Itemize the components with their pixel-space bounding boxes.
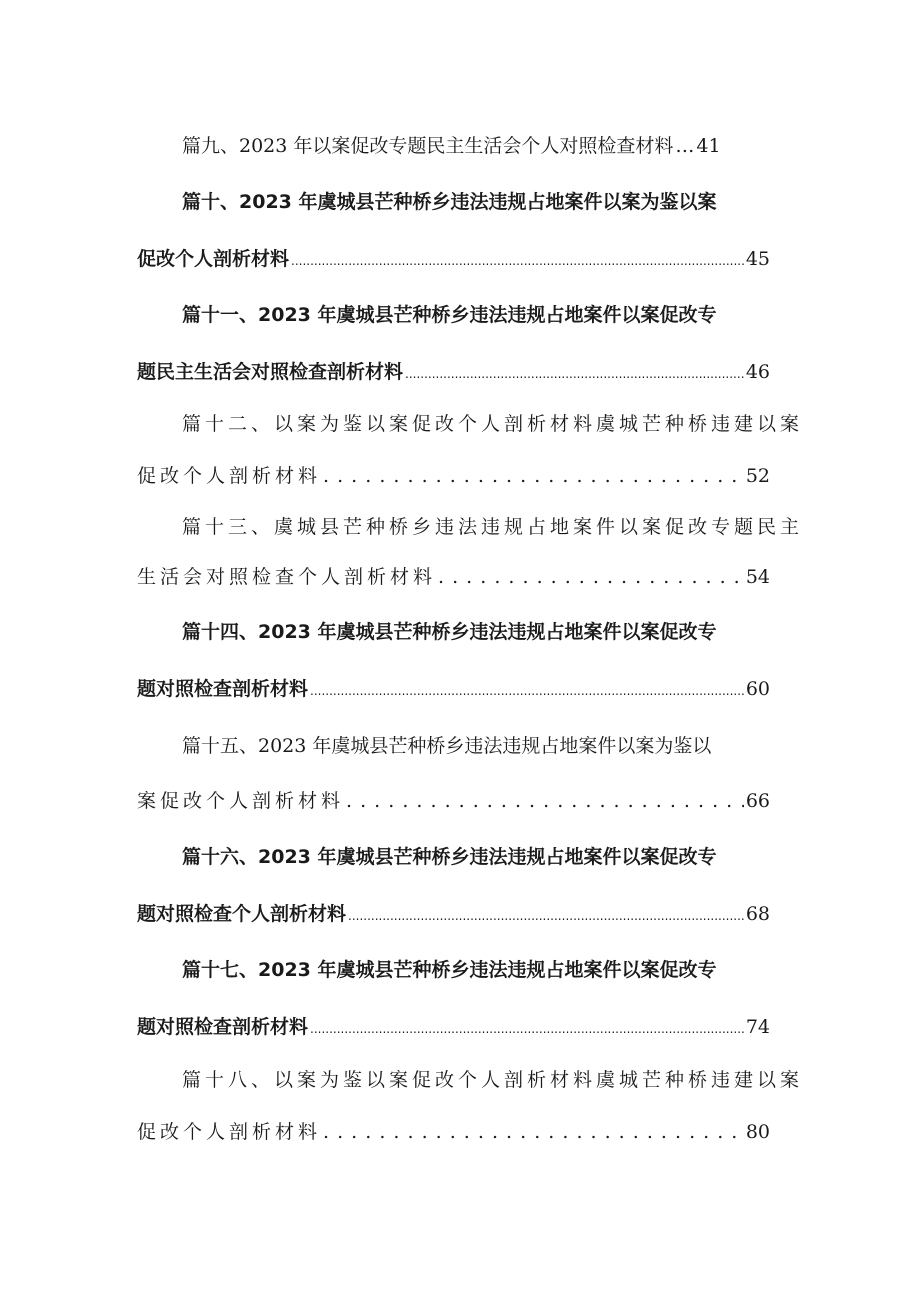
toc-entry-11-page: 46 [745,361,770,383]
toc-entry-13-page: 54 [745,566,770,588]
toc-entry-16-title-cont: 题对照检查个人剖析材料 [137,903,347,925]
toc-entry-14-line2[interactable] [137,674,770,704]
toc-entry-13-line2[interactable] [137,562,770,592]
toc-entry-10-line2[interactable] [137,244,770,274]
toc-entry-11-line1[interactable]: 篇十一、2023 年虞城县芒种桥乡违法违规占地案件以案促改专 [182,304,717,326]
toc-entry-14-page: 60 [745,678,770,700]
toc-entry-11-leader [405,357,744,389]
toc-entry-16-line2[interactable] [137,899,770,929]
toc-entry-10-page: 45 [745,248,770,270]
toc-entry-17-line1[interactable]: 篇十七、2023 年虞城县芒种桥乡违法违规占地案件以案促改专 [182,959,717,981]
toc-entry-9-leader: … [675,135,695,157]
toc-entry-18-leader [323,1117,744,1147]
toc-entry-10-line1[interactable]: 篇十、2023 年虞城县芒种桥乡违法违规占地案件以案为鉴以案 [182,191,717,213]
toc-entry-13-leader [438,562,744,592]
toc-entry-12-page: 52 [745,465,770,487]
toc-entry-15-title-cont: 案促改个人剖析材料 [137,790,345,812]
toc-entry-14-title-cont: 题对照检查剖析材料 [137,678,309,700]
toc-entry-18-title-cont: 促改个人剖析材料 [137,1121,322,1143]
toc-entry-17-line2[interactable] [137,1012,770,1042]
toc-entry-16-leader [348,899,744,931]
toc-entry-17-leader [310,1012,744,1044]
toc-entry-12-line1[interactable]: 篇十二、以案为鉴以案促改个人剖析材料虞城芒种桥违建以案 [182,413,804,435]
toc-entry-18-page: 80 [745,1121,770,1143]
toc-entry-10-leader [291,244,744,276]
toc-entry-15-page: 66 [745,790,770,812]
toc-entry-18-line1[interactable]: 篇十八、以案为鉴以案促改个人剖析材料虞城芒种桥违建以案 [182,1069,804,1091]
toc-entry-9[interactable] [137,131,770,161]
toc-entry-10-title-cont: 促改个人剖析材料 [137,248,290,270]
toc-entry-17-page: 74 [745,1016,770,1038]
toc-entry-14-leader [310,674,744,706]
toc-entry-13-line1[interactable]: 篇十三、虞城县芒种桥乡违法违规占地案件以案促改专题民主 [182,516,804,538]
toc-entry-15-line2[interactable] [137,786,770,816]
toc-entry-14-line1[interactable]: 篇十四、2023 年虞城县芒种桥乡违法违规占地案件以案促改专 [182,621,717,643]
toc-entry-11-line2[interactable] [137,357,770,387]
toc-entry-16-page: 68 [745,903,770,925]
toc-entry-16-line1[interactable]: 篇十六、2023 年虞城县芒种桥乡违法违规占地案件以案促改专 [182,846,717,868]
toc-entry-12-title-cont: 促改个人剖析材料 [137,465,322,487]
toc-entry-13-title-cont: 生活会对照检查个人剖析材料 [137,566,437,588]
toc-entry-17-title-cont: 题对照检查剖析材料 [137,1016,309,1038]
toc-entry-11-title-cont: 题民主生活会对照检查剖析材料 [137,361,404,383]
toc-entry-15-leader [346,786,744,816]
toc-entry-12-leader [323,461,744,491]
toc-entry-9-title: 篇九、2023 年以案促改专题民主生活会个人对照检查材料 [182,135,674,157]
toc-entry-12-line2[interactable] [137,461,770,491]
toc-entry-18-line2[interactable] [137,1117,770,1147]
toc-entry-15-line1[interactable]: 篇十五、2023 年虞城县芒种桥乡违法违规占地案件以案为鉴以 [182,735,712,757]
toc-entry-9-page: 41 [696,135,721,157]
